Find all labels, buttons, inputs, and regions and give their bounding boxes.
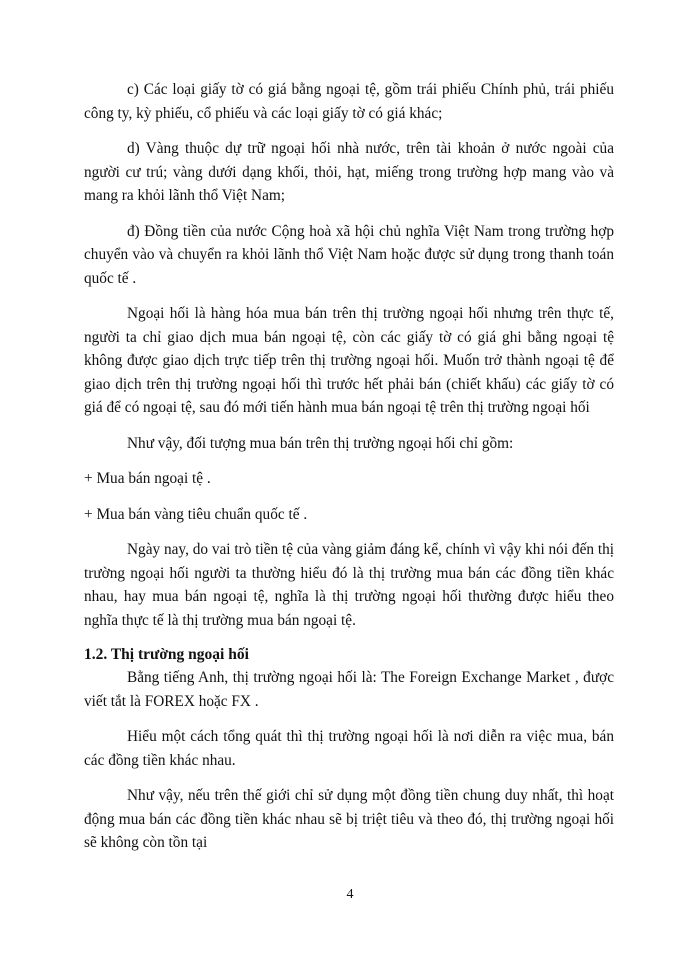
- bullet-foreign-currency: + Mua bán ngoại tệ .: [84, 470, 211, 487]
- section-heading: 1.2. Thị trường ngoại hối: [84, 646, 249, 663]
- paragraph-english-name: Bằng tiếng Anh, thị trường ngoại hối là: The Foreign Exchange Market , được viết tắt là FOREX hoặc FX .: [84, 669, 614, 710]
- paragraph-securities: c) Các loại giấy tờ có giá bằng ngoại tệ, gồm trái phiếu Chính phủ, trái phiếu công ty, kỳ phiếu, cổ phiếu và các loại giấy tờ có giá khác;: [84, 81, 614, 122]
- paragraph-nowadays: Ngày nay, do vai trò tiền tệ của vàng giảm đáng kể, chính vì vậy khi nói đến thị trường ngoại hối người ta thường hiểu đó là thị trường mua bán các đồng tiền khác nhau, hay mua bán ngoại tệ, nghĩa là thị trường ngoại hối thường được hiểu theo nghĩa thực tế là thị trường mua bán ngoại tệ.: [84, 541, 614, 629]
- paragraph-gold-reserves: d) Vàng thuộc dự trữ ngoại hối nhà nước, trên tài khoản ở nước ngoài của người cư trú; vàng dưới dạng khối, thỏi, hạt, miếng trong trường hợp mang vào và mang ra khỏi lãnh thổ Việt Nam;: [84, 140, 614, 204]
- paragraph-general-definition: Hiểu một cách tổng quát thì thị trường ngoại hối là nơi diễn ra việc mua, bán các đồng tiền khác nhau.: [84, 728, 614, 769]
- paragraph-single-currency: Như vậy, nếu trên thế giới chỉ sử dụng một đồng tiền chung duy nhất, thì hoạt động mua bán các đồng tiền khác nhau sẽ bị triệt tiêu và theo đó, thị trường ngoại hối sẽ không còn tồn tại: [84, 787, 614, 851]
- bullet-gold: + Mua bán vàng tiêu chuẩn quốc tế .: [84, 505, 308, 523]
- document-body: [84, 78, 614, 867]
- page-number: 4: [346, 887, 354, 902]
- paragraph-vnd-currency: đ) Đồng tiền của nước Cộng hoà xã hội chủ nghĩa Việt Nam trong trường hợp chuyển vào và chuyển ra khỏi lãnh thổ Việt Nam hoặc được sử dụng trong thanh toán quốc tế .: [84, 222, 614, 287]
- paragraph-foreign-exchange-goods: Ngoại hối là hàng hóa mua bán trên thị trường ngoại hối nhưng trên thực tế, người ta chỉ giao dịch mua bán ngoại tệ, còn các giấy tờ có giá ghi bằng ngoại tệ không được giao dịch trực tiếp trên thị trường ngoại hối. Muốn trở thành ngoại tệ để giao dịch trên thị trường ngoại hối thì trước hết phải bán (chiết khấu) các giấy tờ có giá để có ngoại tệ, sau đó mới tiến hành mua bán ngoại tệ trên thị trường ngoại hối: [84, 305, 614, 416]
- paragraph-trading-objects: Như vậy, đối tượng mua bán trên thị trường ngoại hối chỉ gồm:: [127, 434, 514, 452]
